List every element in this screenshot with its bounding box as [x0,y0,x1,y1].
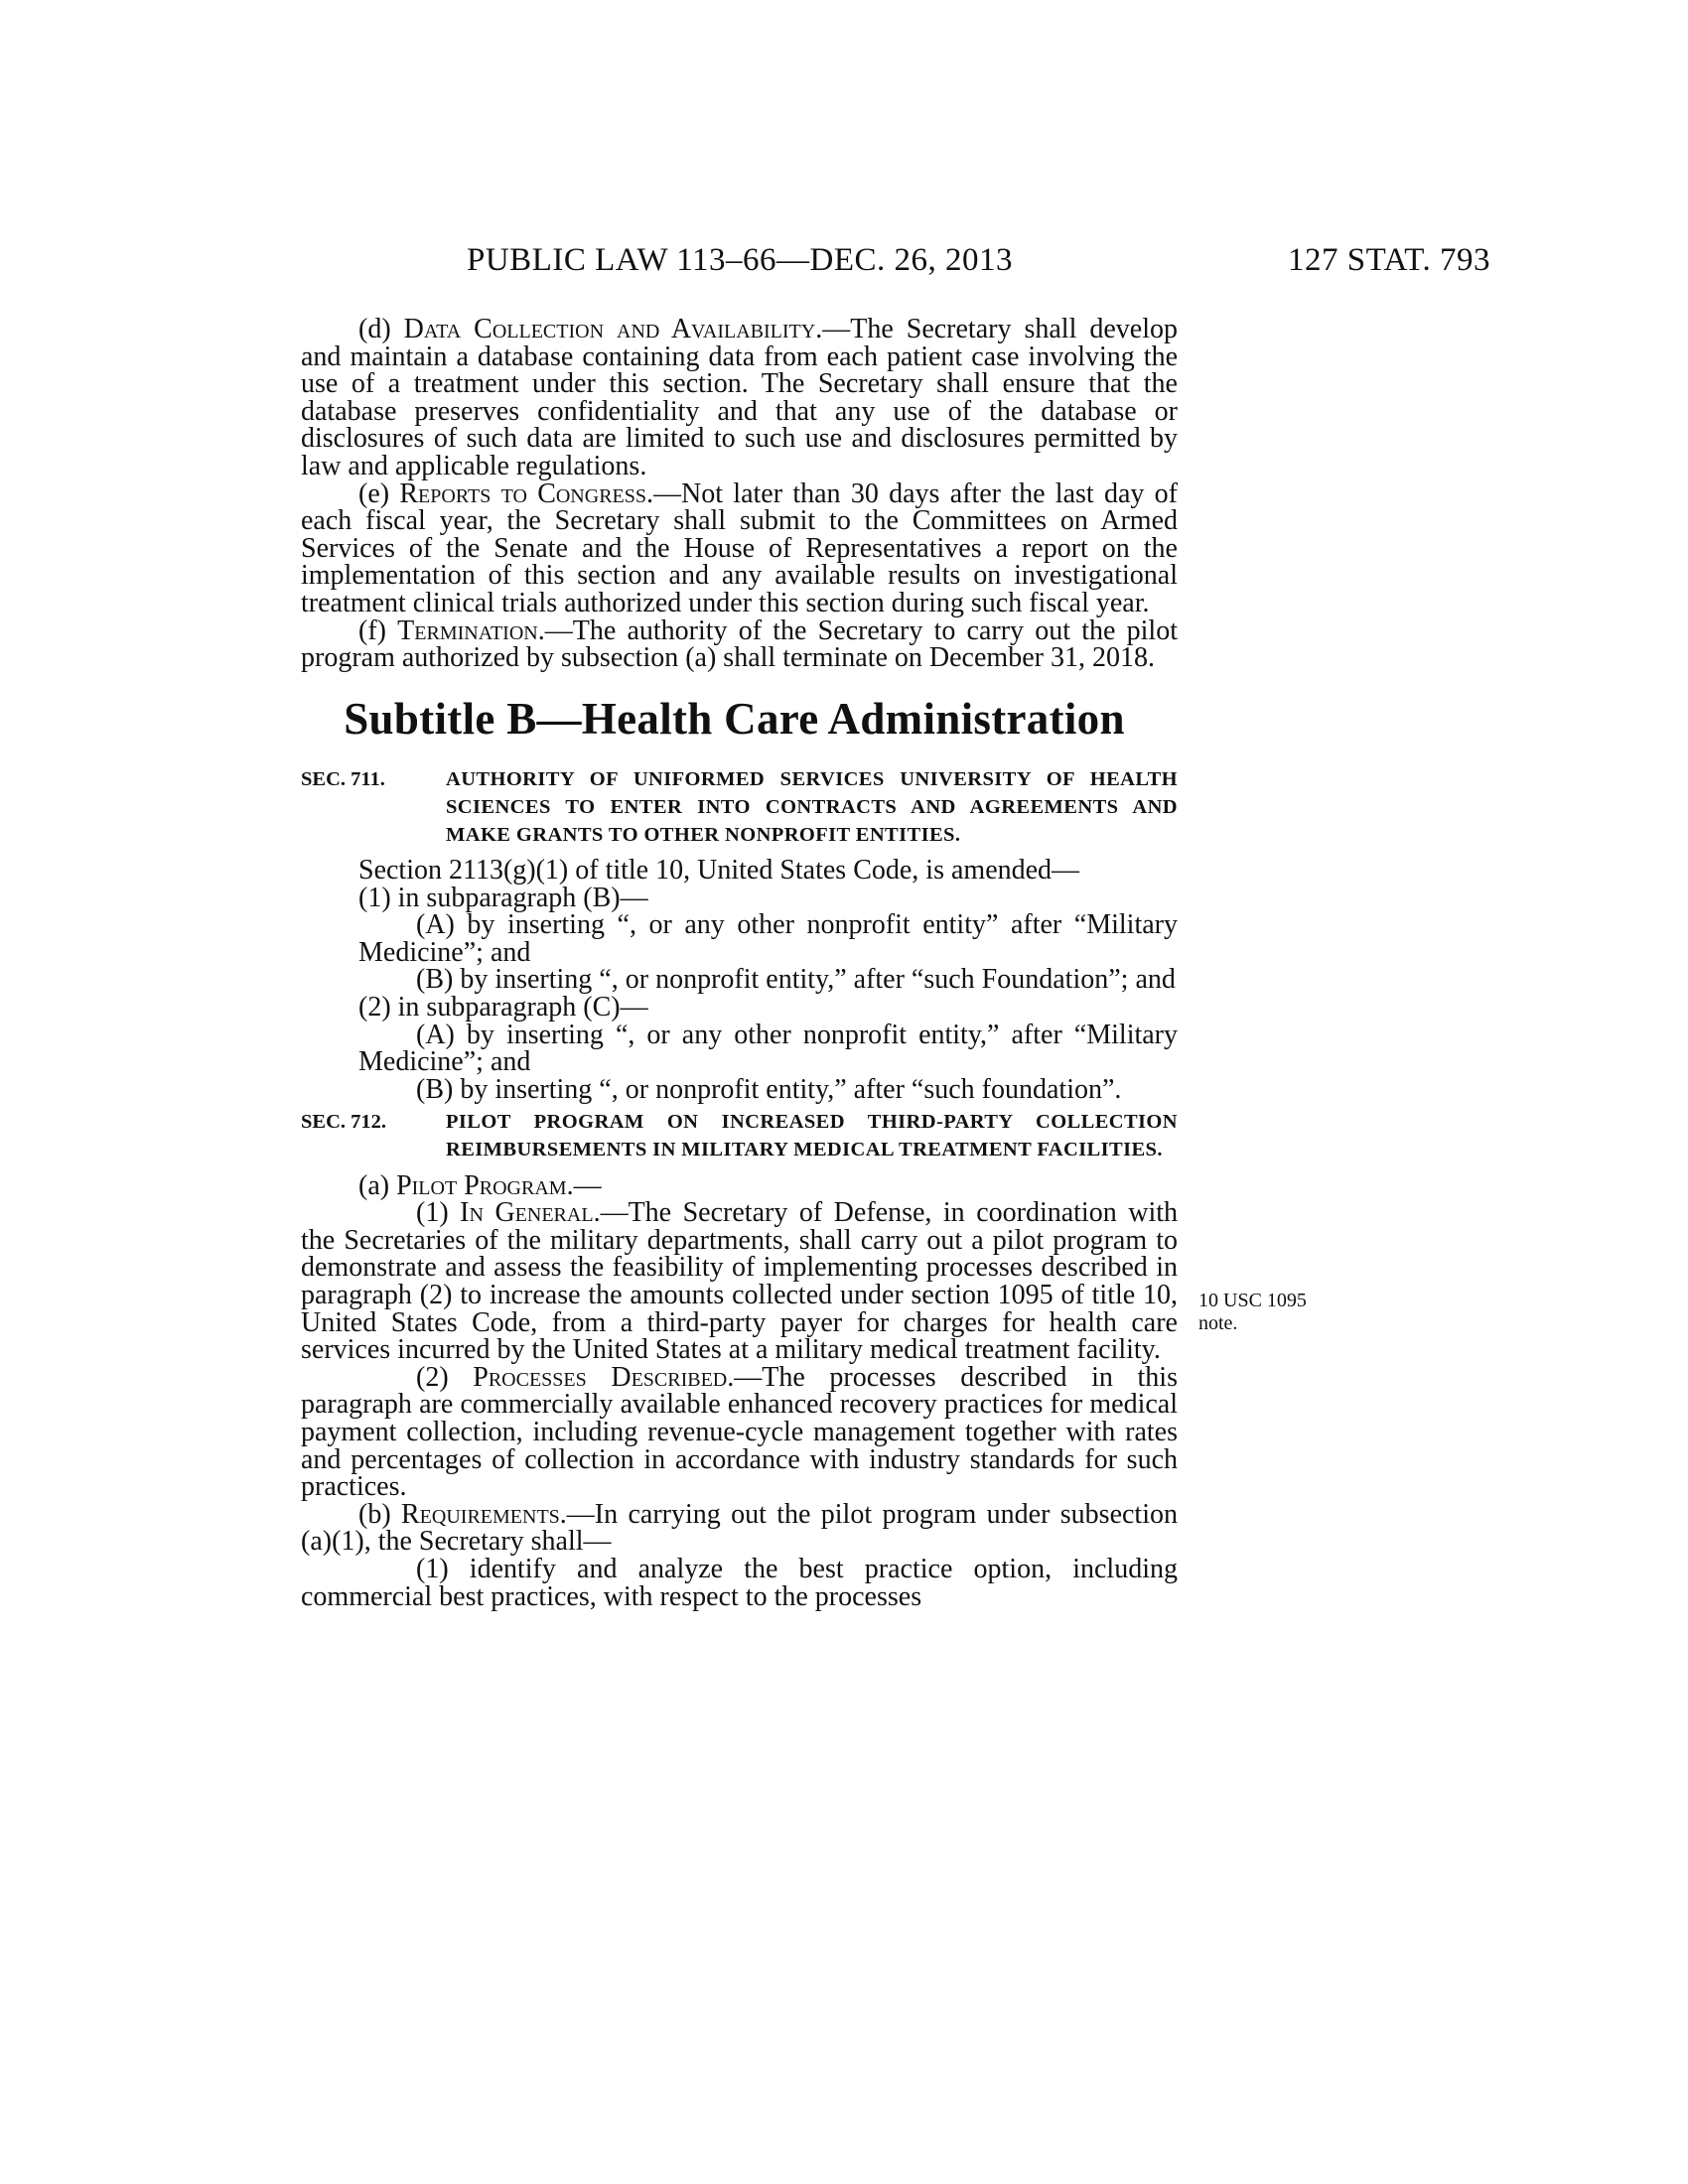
section-number: SEC. 712. [301,1111,387,1134]
clause-1: (1) in subparagraph (B)— [358,882,648,913]
page-number: 127 STAT. 793 [1288,242,1491,278]
paragraph-a2: (2) Processes Described.—The processes described in this paragraph are commercially available enhanced recovery practices for medical payment collection, including revenue-cycle management together with rates and percentages of collection in accordance with industry standards for such practices. [301,1361,1178,1503]
paragraph-b1: (1) identify and analyze the best practice option, including commercial best practices, with respect to the processes [301,1553,1178,1612]
clause-2: (2) in subparagraph (C)— [358,992,648,1024]
section-title: PILOT PROGRAM ON INCREASED THIRD-PARTY COLLECTION REIMBURSEMENTS IN MILITARY MEDICAL TREATMENT FACILITIES. [446,1111,1178,1161]
section-number: SEC. 711. [301,768,385,791]
section-712-heading [301,1109,1178,1163]
subtitle-heading: Subtitle B—Health Care Administration [344,693,1125,744]
paragraph-heading: Data Collection and Availability [403,314,816,344]
paragraph-heading: Processes Described [473,1361,728,1393]
paragraph-heading: Requirements [401,1498,560,1530]
section-711-intro: Section 2113(g)(1) of title 10, United States Code, is amended— [358,855,1080,887]
paragraph-heading: Termination [397,614,538,646]
clause-2b: (B) by inserting “, or nonprofit entity,” after “such foundation”. [416,1073,1122,1105]
paragraph-d: (d) Data Collection and Availability.—The Secretary shall develop and maintain a database containing data from each patient case involving the use of a treatment under this section. The Secretary shall ensure that the database preserves confidentiality and that any use of the database or disclosures of such data are limited to such use and disclosures permitted by law and applicable regulations. [301,314,1178,481]
subsection-b: (b) Requirements.—In carrying out the pilot program under subsection (a)(1), the Secretary shall— [301,1498,1178,1558]
paragraph-heading: Reports to Congress [399,478,646,509]
section-711-heading [301,766,1178,849]
subsection-a: (a) Pilot Program.— [358,1169,602,1201]
clause-1b: (B) by inserting “, or nonprofit entity,” after “such Foundation”; and [416,964,1176,996]
paragraph-e: (e) Reports to Congress.—Not later than 30 days after the last day of each fiscal year, the Secretary shall submit to the Committees on Armed Services of the Senate and the House of Representatives a report on the implementation of this section and any available results on investigational treatment clinical trials authorized under this section during such fiscal year. [301,478,1178,618]
paragraph-heading: In General [460,1197,594,1229]
clause-1a: (A) by inserting “, or any other nonprofit entity” after “Military Medicine”; and [358,909,1178,968]
document-body [301,316,1178,1610]
paragraph-f: (f) Termination.—The authority of the Secretary to carry out the pilot program authorized by subsection (a) shall terminate on December 31, 2018. [301,614,1178,674]
clause-2a: (A) by inserting “, or any other nonprofit entity,” after “Military Medicine”; and [358,1019,1178,1078]
margin-citation: 10 USC 1095 note. [1198,1290,1307,1334]
running-header: PUBLIC LAW 113–66—DEC. 26, 2013 [467,242,1014,278]
section-title: AUTHORITY OF UNIFORMED SERVICES UNIVERSITY OF HEALTH SCIENCES TO ENTER INTO CONTRACTS AND AGREEMENTS AND MAKE GRANTS TO OTHER NONPROFIT ENTITIES. [446,768,1178,846]
paragraph-heading: Pilot Program [396,1169,567,1201]
paragraph-a1: (1) In General.—The Secretary of Defense, in coordination with the Secretaries of the military departments, shall carry out a pilot program to demonstrate and assess the feasibility of implementing processes described in paragraph (2) to increase the amounts collected under section 1095 of title 10, United States Code, from a third-party payer for charges for health care services incurred by the United States at a military medical treatment facility. [301,1197,1178,1366]
